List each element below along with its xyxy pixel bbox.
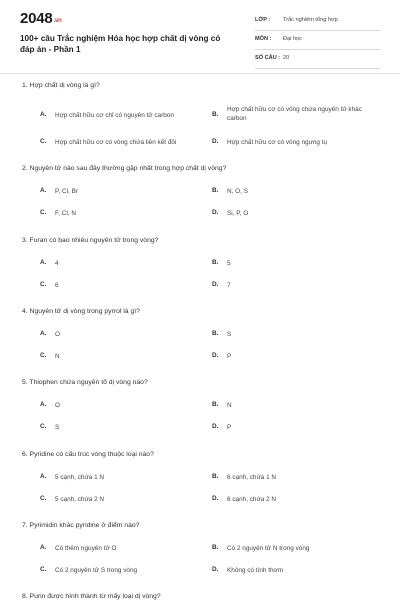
meta-row-count — [255, 53, 381, 69]
option-text: P, Cl, Br — [55, 188, 78, 195]
option-label: A. — [40, 187, 47, 194]
option-label: B. — [212, 401, 219, 408]
option-text: Hợp chất hữu cơ có vòng ngưng tụ — [227, 139, 328, 146]
header-divider — [0, 73, 400, 74]
option-label: C. — [40, 209, 47, 216]
meta-value: Đại học — [283, 36, 302, 42]
option-text: Si, P, O — [227, 210, 249, 217]
option-label: B. — [212, 544, 219, 551]
question-text: 3. Furan có bao nhiêu nguyên tử trong vòng? — [22, 237, 159, 244]
option-text: Có 2 nguyên tử N trong vòng — [227, 545, 310, 552]
option-text: 6 — [55, 282, 59, 289]
option-label: A. — [40, 259, 47, 266]
option-text: 4 — [55, 260, 59, 267]
option-text: P — [227, 353, 232, 360]
option-text: Hợp chất hữu cơ chỉ có nguyên tử carbon — [55, 112, 174, 119]
option-label: D. — [212, 281, 219, 288]
option-text: F, Cl, N — [55, 210, 76, 217]
question-text: 6. Pyridine có cấu trúc vòng thuộc loại nào? — [22, 451, 154, 458]
option-label: C. — [40, 566, 47, 573]
option-text: Có thêm nguyên tử O — [55, 545, 117, 552]
brand-suffix: .vn — [53, 18, 62, 24]
option-label: C. — [40, 138, 47, 145]
option-label: A. — [40, 544, 47, 551]
question-text: 4. Nguyên tử dị vòng trong pyrrol là gì? — [22, 308, 140, 315]
option-text: 7 — [227, 282, 231, 289]
option-label: B. — [212, 187, 219, 194]
option-text: S — [227, 331, 232, 338]
option-label: D. — [212, 423, 219, 430]
option-text: N, O, S — [227, 188, 248, 195]
option-label: B. — [212, 473, 219, 480]
option-text: 5 cạnh, chứa 1 N — [55, 474, 105, 481]
option-text: Không có tính thơm — [227, 567, 284, 574]
option-label: A. — [40, 401, 47, 408]
option-text: O — [55, 331, 60, 338]
option-label: D. — [212, 209, 219, 216]
option-label: B. — [212, 111, 219, 118]
document-meta — [255, 15, 381, 72]
option-text: 6 cạnh, chứa 1 N — [227, 474, 277, 481]
meta-row-class — [255, 15, 381, 31]
question-text: 2. Nguyên tử nào sau đây thường gặp nhất trong hợp chất dị vòng? — [22, 165, 227, 172]
option-text: S — [55, 424, 60, 431]
option-text: 5 — [227, 260, 231, 267]
option-text: 5 cạnh, chứa 2 N — [55, 496, 105, 503]
option-label: B. — [212, 259, 219, 266]
option-label: A. — [40, 473, 47, 480]
option-label: B. — [212, 330, 219, 337]
option-text: N — [55, 353, 60, 360]
meta-row-subject — [255, 34, 381, 50]
meta-key: MÔN : — [255, 36, 272, 42]
option-text: Có 2 nguyên tử S trong vòng — [55, 567, 138, 574]
brand-name: 2048 — [20, 10, 53, 27]
option-label: D. — [212, 566, 219, 573]
option-text: 6 cạnh, chứa 2 N — [227, 496, 277, 503]
question-text: 8. Purin được hình thành từ mấy loại dị vòng? — [22, 593, 161, 600]
meta-key: SỐ CÂU : — [255, 55, 281, 61]
meta-key: LỚP : — [255, 17, 271, 23]
meta-value: 20 — [283, 55, 290, 61]
option-label: D. — [212, 138, 219, 145]
question-text: 1. Hợp chất dị vòng là gì? — [22, 82, 100, 89]
meta-value: Trắc nghiệm tổng hợp — [283, 17, 338, 23]
option-label: C. — [40, 352, 47, 359]
option-text: Hợp chất hữu cơ có vòng chứa liên kết đôi — [55, 139, 177, 146]
option-label: C. — [40, 495, 47, 502]
question-text: 5. Thiophen chứa nguyên tố dị vòng nào? — [22, 379, 148, 386]
option-label: A. — [40, 111, 47, 118]
option-text: P — [227, 424, 232, 431]
option-label: C. — [40, 281, 47, 288]
question-text: 7. Pyrimidin khác pyridine ở điểm nào? — [22, 522, 140, 529]
option-label: D. — [212, 495, 219, 502]
option-label: C. — [40, 423, 47, 430]
option-text: O — [55, 402, 60, 409]
option-label: D. — [212, 352, 219, 359]
page-header — [0, 0, 400, 70]
brand-logo[interactable] — [20, 10, 62, 27]
option-text: Hợp chất hữu cơ có vòng chứa nguyên tử khác carbon — [227, 106, 362, 122]
option-label: A. — [40, 330, 47, 337]
option-text: N — [227, 402, 232, 409]
document-title: 100+ câu Trắc nghiệm Hóa học hợp chất dị vòng có đáp án - Phần 1 — [20, 34, 221, 54]
